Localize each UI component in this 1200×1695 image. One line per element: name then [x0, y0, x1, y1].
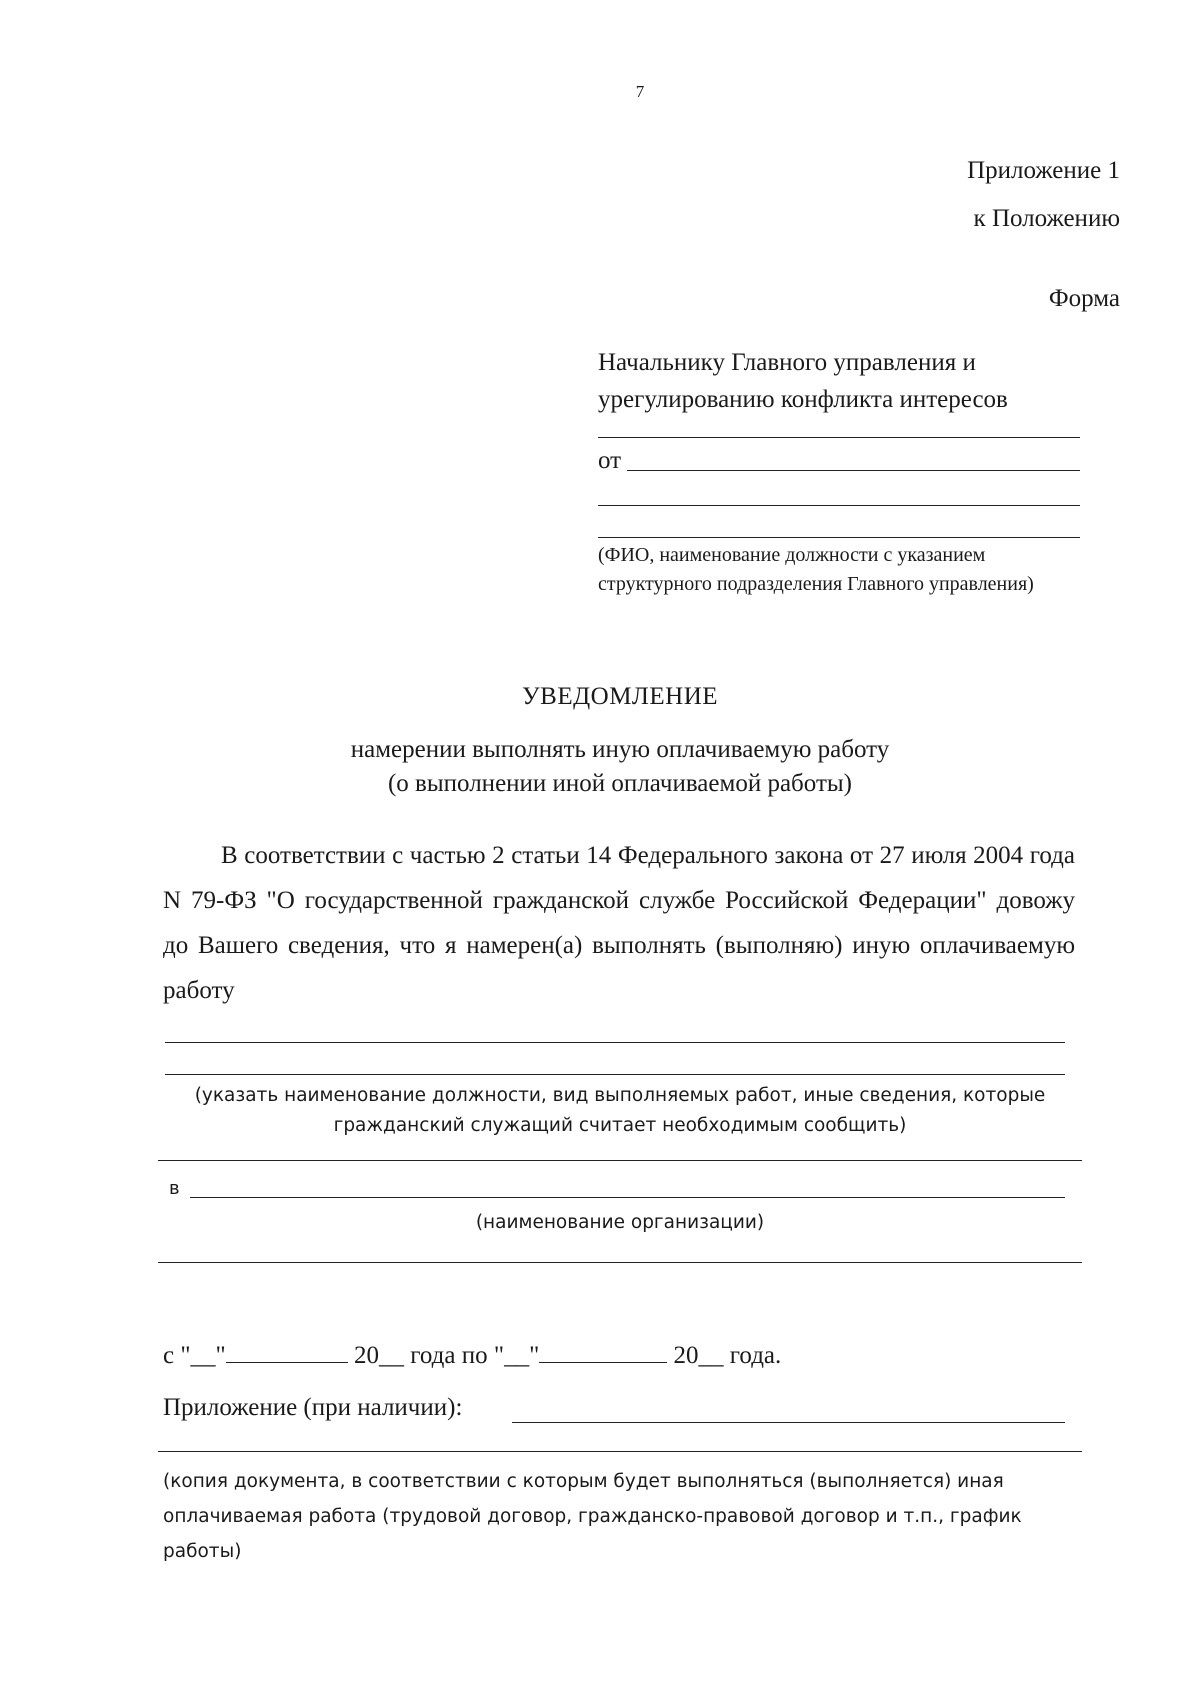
from-prefix: от	[598, 447, 622, 474]
addressee-block	[598, 344, 1078, 418]
from-month-field[interactable]	[226, 1361, 348, 1363]
notification-body	[163, 833, 1075, 1013]
attachment-blank-line[interactable]	[158, 1451, 1082, 1452]
attachment-line	[163, 1394, 462, 1422]
addressee-blank-line-2[interactable]	[598, 505, 1080, 506]
work-caption-line-1: (указать наименование должности, вид выполняемых работ, иные сведения, которые	[194, 1085, 1046, 1106]
document-subtitle	[160, 733, 1080, 801]
appendix-reference: к Положению	[973, 205, 1120, 232]
attachment-label: Приложение (при наличии):	[163, 1394, 463, 1421]
addressee-blank-line-3[interactable]	[598, 537, 1080, 538]
to-year: 20__ года.	[673, 1342, 782, 1369]
work-description-line-1[interactable]	[165, 1042, 1065, 1043]
body-paragraph: В соответствии с частью 2 статьи 14 Федерального закона от 27 июля 2004 года N 79-ФЗ "О государственной гражданской службе Российской Федерации" довожу до Вашего сведения, что я намерен(а) выполнять (выполняю) иную оплачиваемую работу	[163, 842, 1075, 1004]
org-caption: (наименование организации)	[475, 1212, 765, 1233]
form-label: Форма	[1048, 285, 1120, 312]
work-description-line-3[interactable]	[158, 1160, 1082, 1161]
work-caption-line-2: гражданский служащий считает необходимым сообщить)	[333, 1115, 907, 1136]
addressee-caption: (ФИО, наименование должности с указанием структурного подразделения Главного управления)	[598, 544, 1034, 595]
from-year-to-day: 20__ года по "__"	[354, 1342, 540, 1369]
work-description-line-2[interactable]	[165, 1074, 1065, 1075]
attachment-note: (копия документа, в соответствии с которым будет выполняться (выполняется) иная оплачиваемая работа (трудовой договор, гражданско-правовой договор и т.п., график работы)	[163, 1471, 1022, 1562]
page-number: 7	[635, 82, 645, 101]
organization-blank-line[interactable]	[158, 1262, 1082, 1263]
document-title: УВЕДОМЛЕНИЕ	[521, 683, 719, 710]
to-month-field[interactable]	[539, 1361, 667, 1363]
subtitle-line-1: намерении выполнять иную оплачиваемую работу	[350, 736, 890, 763]
addressee-line-1: Начальнику Главного управления и	[598, 349, 976, 376]
from-date-prefix: с "__"	[163, 1342, 226, 1369]
organization-name-field[interactable]	[190, 1197, 1065, 1198]
attachment-field[interactable]	[512, 1422, 1065, 1423]
addressee-line-2: урегулированию конфликта интересов	[598, 386, 1008, 413]
org-prefix: в	[169, 1178, 180, 1199]
addressee-blank-line-1[interactable]	[598, 437, 1080, 438]
work-caption	[160, 1081, 1080, 1141]
period-line	[163, 1342, 781, 1370]
appendix-label: Приложение 1	[967, 157, 1120, 184]
subtitle-line-2: (о выполнении иной оплачиваемой работы)	[387, 770, 852, 797]
from-name-field[interactable]	[627, 470, 1080, 471]
